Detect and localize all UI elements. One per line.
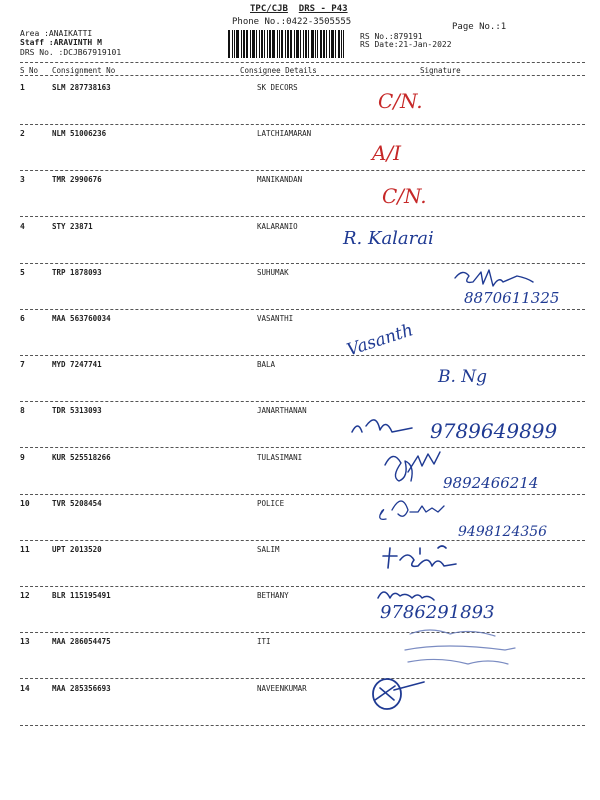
row-consignment-number: MAA 563760034 xyxy=(52,314,111,323)
row-consignment-number: BLR 115195491 xyxy=(52,591,111,600)
barcode-bar xyxy=(267,30,268,58)
row-consignment-number: NLM 51006236 xyxy=(52,129,107,138)
row-divider xyxy=(20,401,585,402)
signature-row-1: C/N. xyxy=(378,89,423,113)
signature-row-9-scribble xyxy=(385,452,440,481)
barcode-bar xyxy=(296,30,299,58)
row-consignment-number: KUR 525518266 xyxy=(52,453,111,462)
staff-label: Staff :ARAVINTH M xyxy=(20,38,102,47)
row-divider xyxy=(20,124,585,125)
signature-row-4: R. Kalarai xyxy=(343,228,434,249)
row-divider xyxy=(20,355,585,356)
row-consignment-number: STY 23871 xyxy=(52,222,93,231)
row-divider xyxy=(20,494,585,495)
row-consignment-number: SLM 287738163 xyxy=(52,83,111,92)
signature-row-14-circle xyxy=(373,679,401,709)
barcode-bar xyxy=(341,30,342,58)
barcode-bar xyxy=(305,30,307,58)
signature-row-5: 8870611325 xyxy=(464,289,560,307)
barcode-bar xyxy=(261,30,263,58)
barcode-bar xyxy=(264,30,265,58)
divider xyxy=(20,62,585,63)
row-serial-number: 9 xyxy=(20,453,25,462)
row-divider xyxy=(20,586,585,587)
barcode-bar xyxy=(232,30,233,58)
row-consignment-number: TVR 5208454 xyxy=(52,499,102,508)
row-consignee-name: JANARTHANAN xyxy=(257,406,307,415)
row-consignee-name: VASANTHI xyxy=(257,314,294,323)
column-signature: Signature xyxy=(420,66,461,75)
row-divider xyxy=(20,309,585,310)
signature-row-10: 9498124356 xyxy=(458,524,548,540)
row-serial-number: 10 xyxy=(20,499,30,508)
signature-row-7: B. Ng xyxy=(438,367,488,387)
barcode-bar xyxy=(343,30,344,58)
signature-row-9: 9892466214 xyxy=(443,474,539,492)
barcode-bar xyxy=(308,30,309,58)
barcode-bar xyxy=(315,30,316,58)
barcode-bar xyxy=(287,30,289,58)
row-divider xyxy=(20,725,585,726)
rs-date: RS Date:21-Jan-2022 xyxy=(360,40,452,49)
column-consignment: Consignment No xyxy=(52,66,116,75)
barcode-bar xyxy=(300,30,301,58)
column-sno: S No xyxy=(20,66,39,75)
barcode-bar xyxy=(236,30,239,58)
row-consignee-name: MANIKANDAN xyxy=(257,175,303,184)
row-divider xyxy=(20,540,585,541)
barcode-bar xyxy=(323,30,325,58)
row-serial-number: 1 xyxy=(20,83,25,92)
row-divider xyxy=(20,447,585,448)
row-serial-number: 6 xyxy=(20,314,25,323)
row-consignment-number: MAA 286054475 xyxy=(52,637,111,646)
row-consignee-name: LATCHIAMARAN xyxy=(257,129,312,138)
barcode-bar xyxy=(285,30,286,58)
barcode-bar xyxy=(259,30,260,58)
area-label: Area :ANAIKATTI xyxy=(20,29,93,38)
row-serial-number: 2 xyxy=(20,129,25,138)
barcode-bar xyxy=(256,30,257,58)
page-number: Page No.:1 xyxy=(452,22,507,32)
barcode-bar xyxy=(331,30,334,58)
barcode-bar xyxy=(277,30,278,58)
row-divider xyxy=(20,216,585,217)
row-consignment-number: TRP 1878093 xyxy=(52,268,102,277)
row-consignee-name: ITI xyxy=(257,637,271,646)
row-consignee-name: BALA xyxy=(257,360,276,369)
row-consignee-name: SALIM xyxy=(257,545,280,554)
barcode-bar xyxy=(243,30,245,58)
row-serial-number: 11 xyxy=(20,545,30,554)
row-consignee-name: SK DECORS xyxy=(257,83,298,92)
barcode xyxy=(228,30,350,58)
signature-row-5-scribble xyxy=(455,270,533,286)
row-divider xyxy=(20,678,585,679)
row-serial-number: 5 xyxy=(20,268,25,277)
row-divider xyxy=(20,170,585,171)
barcode-bar xyxy=(303,30,304,58)
signature-row-12-scribble xyxy=(378,592,434,600)
row-serial-number: 12 xyxy=(20,591,30,600)
column-consignee: Consignee Details xyxy=(240,66,317,75)
row-serial-number: 3 xyxy=(20,175,25,184)
barcode-bar xyxy=(234,30,235,58)
signature-row-3: C/N. xyxy=(382,184,427,208)
row-divider xyxy=(20,263,585,264)
row-serial-number: 4 xyxy=(20,222,25,231)
signature-row-2: A/I xyxy=(372,141,402,165)
signature-row-12: 9786291893 xyxy=(380,602,495,623)
barcode-bar xyxy=(294,30,295,58)
row-consignee-name: BETHANY xyxy=(257,591,289,600)
row-divider xyxy=(20,632,585,633)
signature-row-8: 9789649899 xyxy=(430,419,558,443)
barcode-bar xyxy=(241,30,242,58)
row-consignee-name: POLICE xyxy=(257,499,285,508)
stamp-row-13 xyxy=(405,630,515,664)
row-consignee-name: NAVEENKUMAR xyxy=(257,684,307,693)
title-prefix: TPC/CJB xyxy=(250,4,288,14)
row-consignment-number: MAA 285356693 xyxy=(52,684,111,693)
barcode-bar xyxy=(250,30,251,58)
row-consignee-name: KALARANIO xyxy=(257,222,298,231)
barcode-bar xyxy=(320,30,322,58)
barcode-bar xyxy=(269,30,271,58)
signature-row-14-scribble xyxy=(375,682,424,700)
signature-row-10-scribble xyxy=(380,501,444,519)
row-consignee-name: SUHUMAK xyxy=(257,268,289,277)
barcode-bar xyxy=(338,30,340,58)
document-title xyxy=(250,4,348,14)
row-consignment-number: MYD 7247741 xyxy=(52,360,102,369)
row-consignment-number: UPT 2013520 xyxy=(52,545,102,554)
phone-number: Phone No.:0422-3505555 xyxy=(232,17,352,27)
signature-row-8-scribble xyxy=(352,420,412,432)
row-serial-number: 7 xyxy=(20,360,25,369)
barcode-bar xyxy=(335,30,336,58)
row-serial-number: 13 xyxy=(20,637,30,646)
barcode-bar xyxy=(252,30,255,58)
row-serial-number: 8 xyxy=(20,406,25,415)
barcode-bar xyxy=(228,30,230,58)
row-consignment-number: TMR 2990676 xyxy=(52,175,102,184)
signature-row-6: Vasanth xyxy=(344,320,416,361)
barcode-bar xyxy=(246,30,248,58)
barcode-bar xyxy=(279,30,280,58)
drs-number: DRS No. :DCJB67919101 xyxy=(20,48,122,57)
row-serial-number: 14 xyxy=(20,684,30,693)
barcode-bar xyxy=(290,30,292,58)
barcode-bar xyxy=(326,30,327,58)
barcode-bar xyxy=(317,30,318,58)
row-consignee-name: TULASIMANI xyxy=(257,453,303,462)
rs-number: RS No.:879191 xyxy=(360,32,423,41)
barcode-bar xyxy=(272,30,275,58)
barcode-bar xyxy=(329,30,330,58)
row-consignment-number: TDR 5313093 xyxy=(52,406,102,415)
barcode-bar xyxy=(311,30,314,58)
barcode-bar xyxy=(281,30,283,58)
title-drs: DRS - P43 xyxy=(298,4,348,14)
signature-row-11-scribble xyxy=(383,546,456,568)
divider xyxy=(20,75,585,76)
